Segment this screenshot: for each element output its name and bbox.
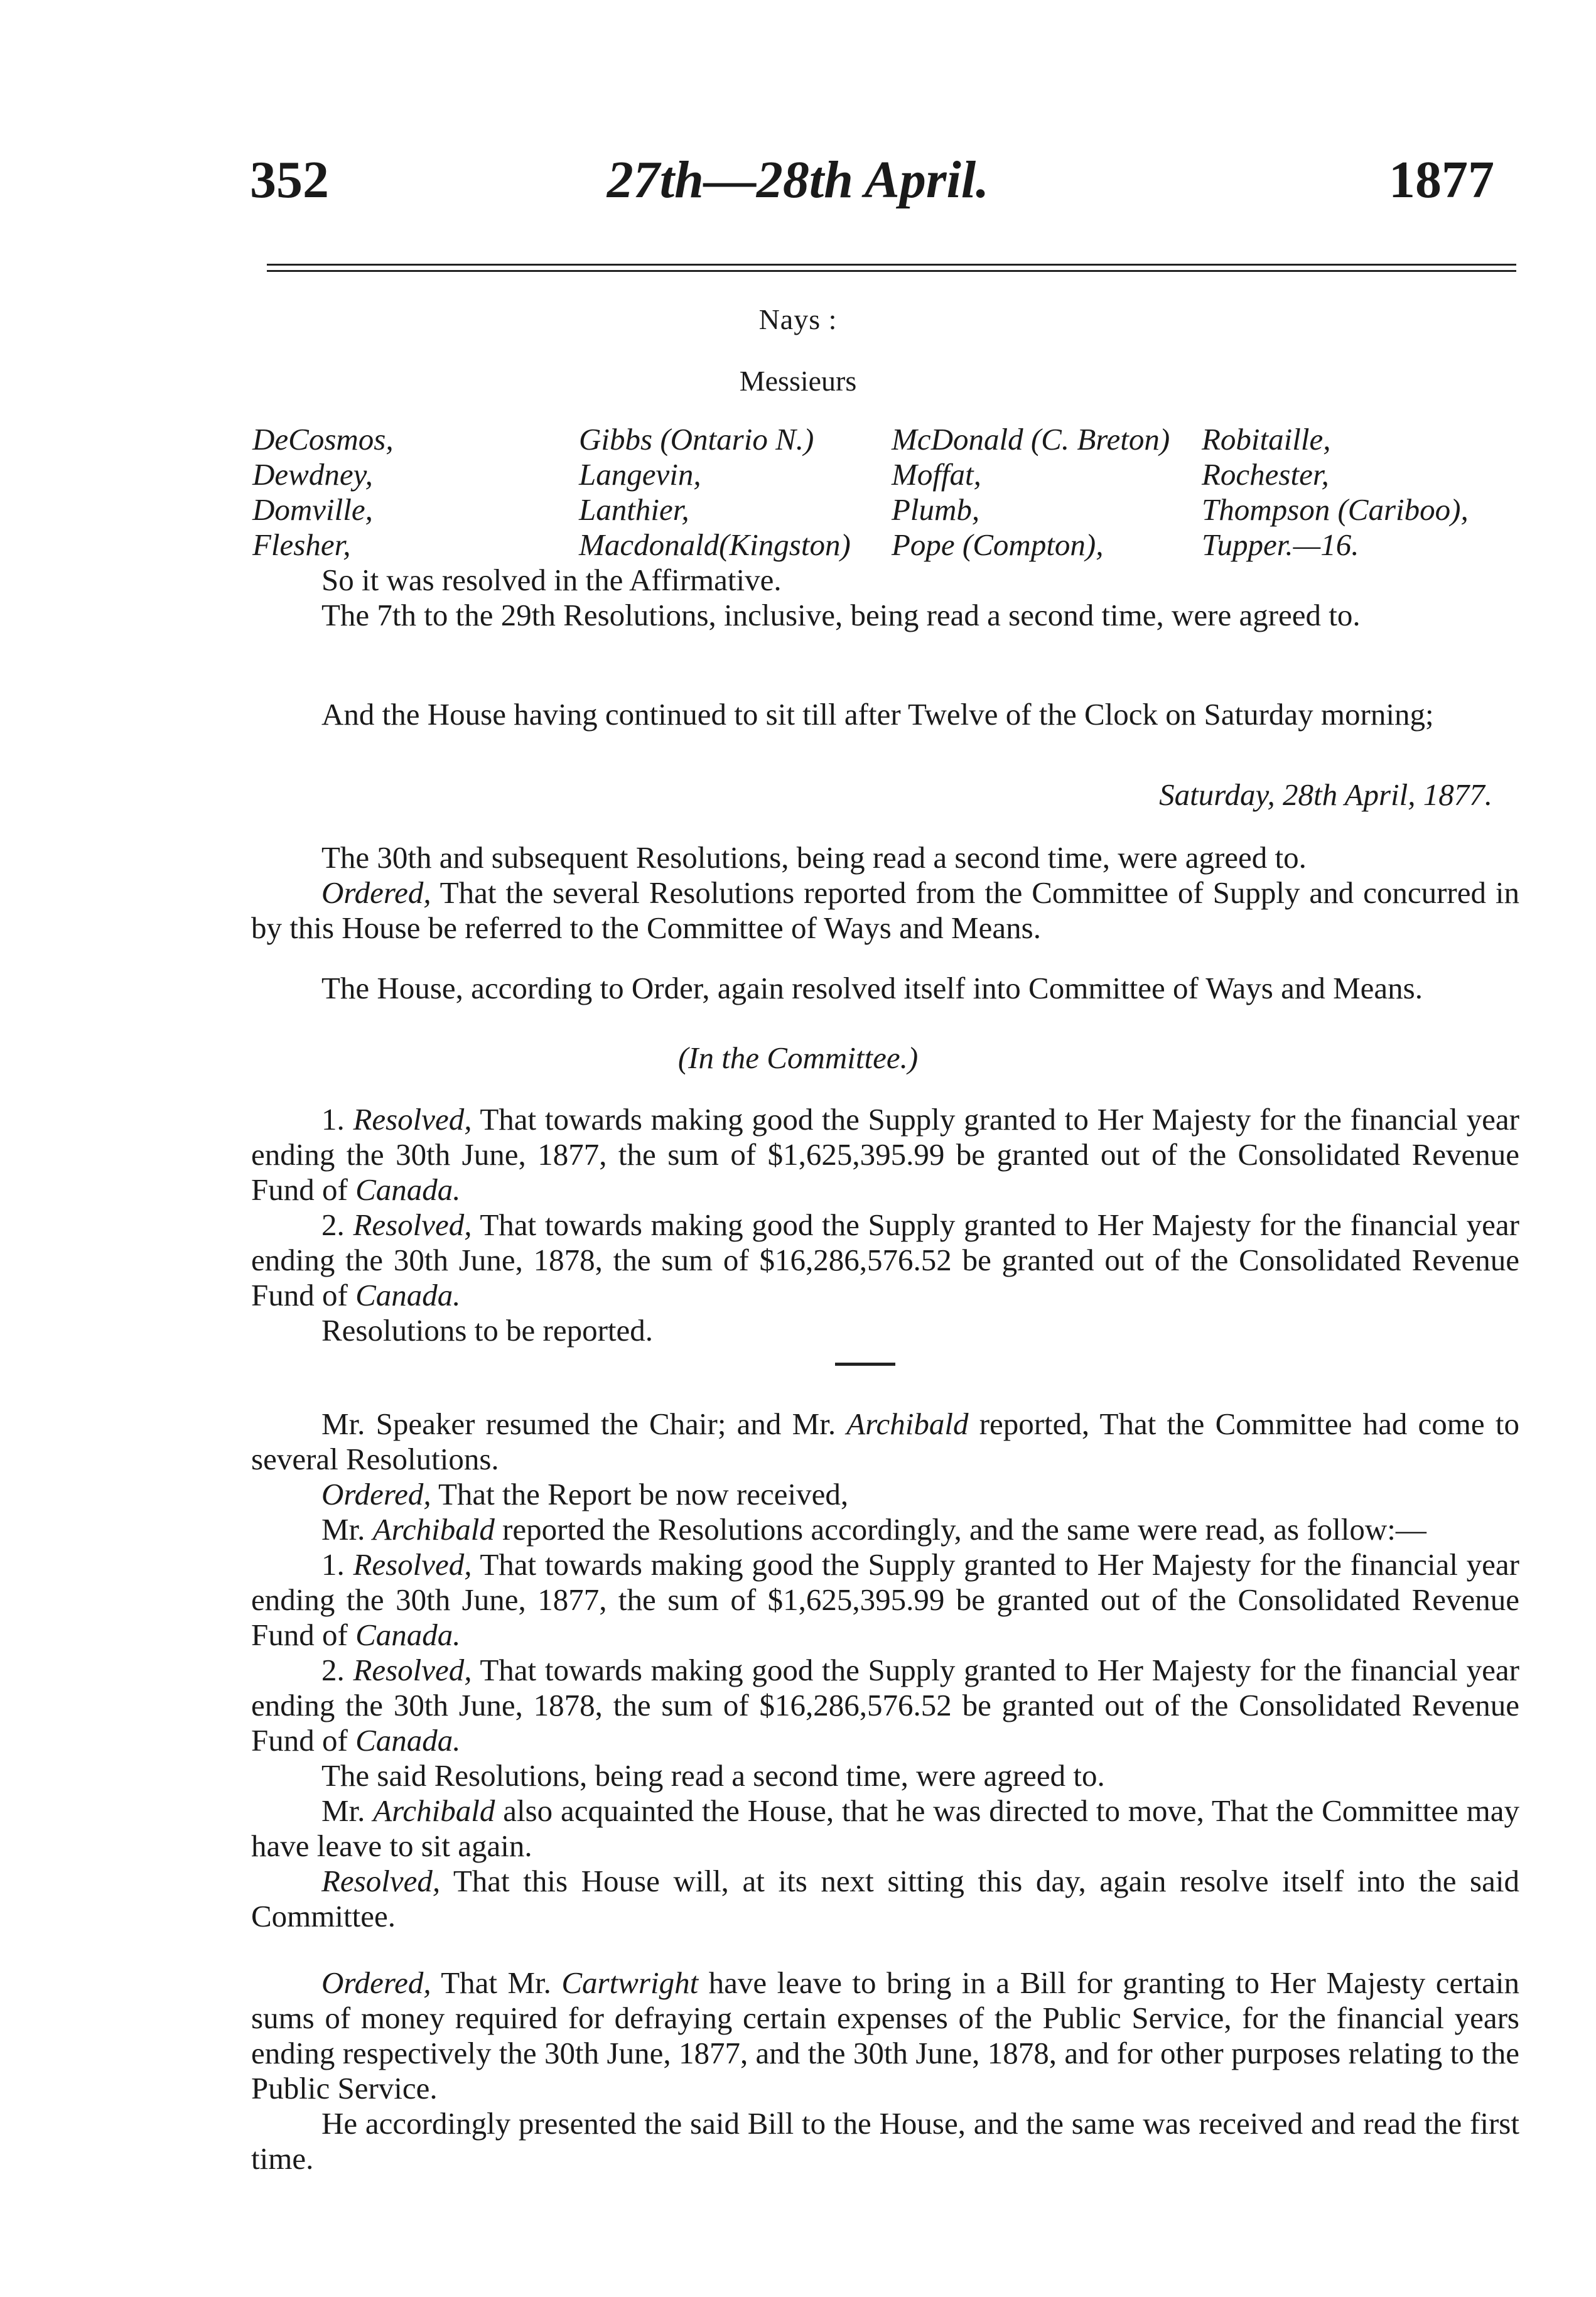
names-column-3	[892, 422, 1170, 563]
page-number: 352	[250, 151, 329, 209]
header-rule-top	[267, 264, 1516, 266]
name-entry: Thompson (Cariboo),	[1202, 492, 1469, 527]
names-column-2	[579, 422, 851, 563]
name-entry: McDonald (C. Breton)	[892, 422, 1170, 457]
name-entry: DeCosmos,	[252, 422, 394, 457]
block-bill	[251, 1965, 1519, 2176]
block-committee-ways-means	[251, 971, 1519, 1006]
header-year: 1877	[1389, 151, 1494, 209]
names-column-4	[1202, 422, 1469, 563]
block-report	[251, 1407, 1519, 1934]
paragraph: The House, according to Order, again resolved itself into Committee of Ways and Means.	[321, 971, 1423, 1005]
name-entry: Dewdney,	[252, 457, 373, 492]
paragraph: Resolutions to be reported.	[321, 1313, 654, 1348]
nays-heading: Nays :	[758, 303, 838, 335]
paragraph: The 7th to the 29th Resolutions, inclusive, being read a second time, were agreed to.	[321, 598, 1361, 632]
section-separator	[835, 1363, 895, 1366]
header-rule-bottom	[267, 270, 1516, 272]
name-entry: Flesher,	[252, 527, 351, 562]
block-resolutions-agreed	[251, 840, 1519, 946]
paragraph: Resolved, That this House will, at its next sitting this day, again resolve itself into the said Committee.	[251, 1864, 1519, 1933]
name-entry: Langevin,	[579, 457, 701, 492]
paragraph: Mr. Archibald reported the Resolutions accordingly, and the same were read, as follow:—	[321, 1512, 1426, 1547]
name-entry: Moffat,	[892, 457, 981, 492]
name-entry: Tupper.—16.	[1202, 527, 1359, 562]
resolution: 1. Resolved, That towards making good the Supply granted to Her Majesty for the financial year ending the 30th June, 1877, the sum of $1,625,395.99 be granted out of the Consolidated Revenue Fund of Canada.	[251, 1102, 1519, 1207]
resolution: 2. Resolved, That towards making good the Supply granted to Her Majesty for the financial year ending the 30th June, 1878, the sum of $16,286,576.52 be granted out of the Consolidated Revenue Fund of Canada.	[251, 1208, 1519, 1312]
ordered-label: Ordered,	[321, 875, 431, 910]
paragraph: He accordingly presented the said Bill to the House, and the same was received and read the first time.	[251, 2106, 1519, 2176]
paragraph: Ordered, That the Report be now received,	[321, 1477, 849, 1511]
name-entry: Rochester,	[1202, 457, 1329, 492]
messieurs-subheading: Messieurs	[739, 365, 857, 397]
paragraph: The 30th and subsequent Resolutions, being read a second time, were agreed to.	[321, 840, 1307, 875]
name-entry: Plumb,	[892, 492, 980, 527]
block-sitting	[251, 697, 1519, 732]
name-entry: Domville,	[252, 492, 373, 527]
running-header	[0, 149, 1596, 219]
resolution: 1. Resolved, That towards making good the Supply granted to Her Majesty for the financial year ending the 30th June, 1877, the sum of $1,625,395.99 be granted out of the Consolidated Revenue Fund of Canada.	[251, 1547, 1519, 1652]
committee-note: (In the Committee.)	[677, 1040, 919, 1075]
paragraph: Ordered, That the several Resolutions reported from the Committee of Supply and concurred in by this House be referred to the Committee of Ways and Means.	[251, 875, 1519, 945]
date-line: Saturday, 28th April, 1877.	[1159, 777, 1492, 812]
paragraph: Mr. Speaker resumed the Chair; and Mr. Archibald reported, That the Committee had come to several Resolutions.	[251, 1407, 1519, 1476]
name-entry: Pope (Compton),	[892, 527, 1104, 562]
names-column-1	[252, 422, 394, 563]
name-entry: Gibbs (Ontario N.)	[579, 422, 814, 457]
paragraph: And the House having continued to sit till after Twelve of the Clock on Saturday morning;	[321, 697, 1434, 732]
paragraph: The said Resolutions, being read a second time, were agreed to.	[321, 1758, 1105, 1793]
page-title: 27th—28th April.	[607, 151, 989, 209]
name-entry: Lanthier,	[579, 492, 689, 527]
paragraph: Ordered, That Mr. Cartwright have leave to bring in a Bill for granting to Her Majesty certain sums of money required for defraying certain expenses of the Public Service, for the financial years ending respectively the 30th June, 1877, and the 30th June, 1878, and for other purposes relating to the Public Service.	[251, 1965, 1520, 2105]
paragraph: So it was resolved in the Affirmative.	[321, 563, 782, 597]
block-committee-resolutions	[251, 1102, 1519, 1348]
resolution: 2. Resolved, That towards making good the Supply granted to Her Majesty for the financial year ending the 30th June, 1878, the sum of $16,286,576.52 be granted out of the Consolidated Revenue Fund of Canada.	[251, 1653, 1519, 1758]
name-entry: Macdonald(Kingston)	[579, 527, 851, 562]
block-affirmative	[251, 563, 1519, 633]
name-entry: Robitaille,	[1202, 422, 1331, 457]
paragraph: Mr. Archibald also acquainted the House, that he was directed to move, That the Committee may have leave to sit again.	[251, 1793, 1520, 1863]
